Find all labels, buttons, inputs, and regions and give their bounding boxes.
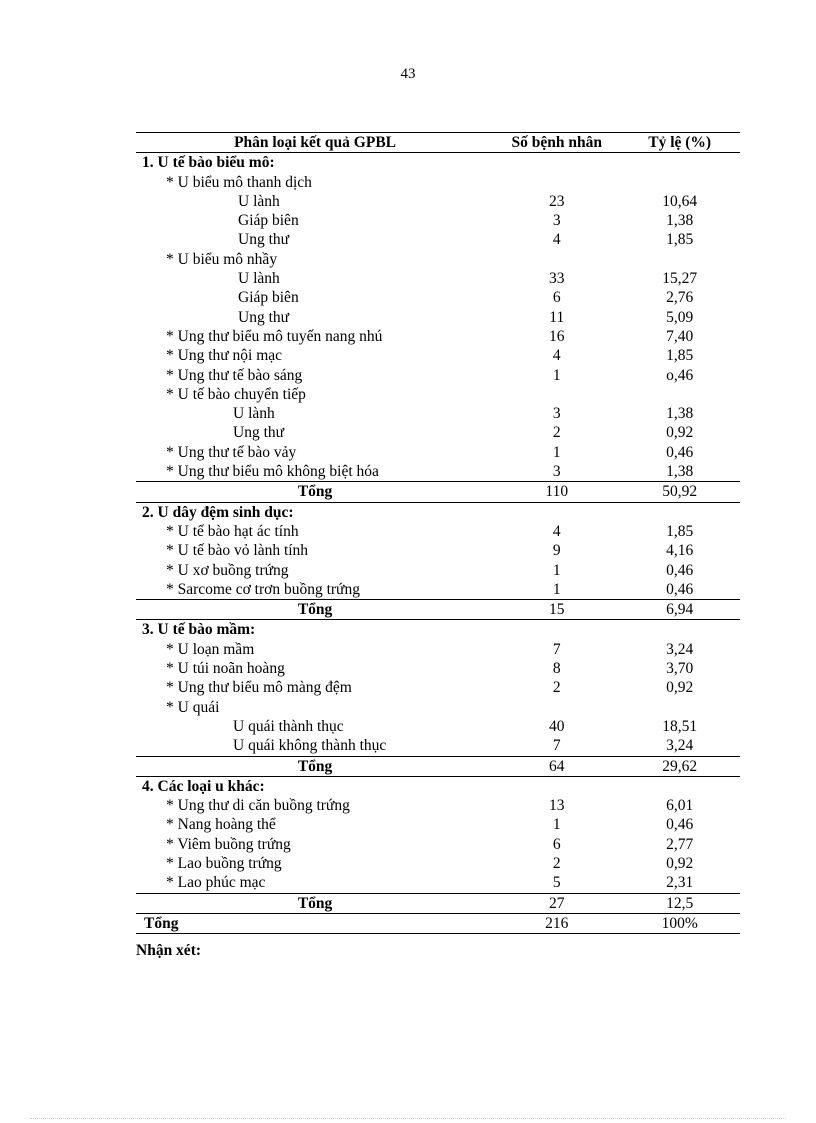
row-percentage: 1,38 <box>666 405 694 423</box>
row-label: * U biểu mô thanh dịch <box>166 173 312 191</box>
row-patient-count <box>494 620 619 640</box>
row-patient-count: 1 <box>552 366 561 384</box>
row-patient-count: 11 <box>549 308 565 326</box>
row-patient-count <box>494 502 619 522</box>
row-label: Tổng <box>136 600 494 620</box>
row-percentage: 3,70 <box>666 660 694 678</box>
row-label: Tổng <box>136 913 494 933</box>
row-patient-count: 4 <box>552 231 561 249</box>
remark-label: Nhận xét: <box>136 942 202 959</box>
row-percentage <box>619 502 740 522</box>
table-row <box>136 173 740 192</box>
row-patient-count <box>494 385 619 404</box>
row-label: 3. U tế bào mầm: <box>142 621 256 639</box>
row-label: Giáp biên <box>238 289 299 307</box>
header-percentage: Tỷ lệ (%) <box>619 133 740 153</box>
table-row <box>136 366 740 385</box>
table-row <box>136 502 740 522</box>
row-patient-count: 3 <box>552 405 561 423</box>
row-patient-count: 15 <box>494 600 619 620</box>
row-percentage <box>619 385 740 404</box>
row-percentage: 2,77 <box>666 835 694 853</box>
row-label: * Ung thư tế bào sáng <box>166 366 303 384</box>
row-patient-count: 1 <box>552 443 561 461</box>
row-percentage: 7,40 <box>666 327 694 345</box>
row-percentage: 2,31 <box>619 873 740 893</box>
row-percentage <box>619 153 740 173</box>
table-row <box>136 541 740 560</box>
table-row <box>136 600 740 620</box>
page-bottom-rule <box>30 1118 786 1119</box>
page-number: 43 <box>400 66 416 82</box>
table-row <box>136 482 740 502</box>
row-percentage: 10,64 <box>662 192 698 210</box>
row-patient-count: 5 <box>494 873 619 893</box>
row-patient-count: 64 <box>494 756 619 776</box>
row-label: Ung thư <box>233 424 285 442</box>
row-percentage: 1,85 <box>666 347 694 365</box>
row-label: U quái không thành thục <box>136 736 494 756</box>
row-label: * Ung thư nội mạc <box>166 347 283 365</box>
table-row <box>136 327 740 346</box>
row-label: * U quái <box>166 698 220 716</box>
row-label: Giáp biên <box>238 212 299 230</box>
row-label: * Ung thư tế bào vảy <box>166 443 297 461</box>
row-percentage <box>619 620 740 640</box>
row-label: * U tế bào vỏ lành tính <box>166 542 309 560</box>
row-patient-count: 216 <box>494 913 619 933</box>
row-label: Tổng <box>136 756 494 776</box>
row-percentage: 4,16 <box>666 542 694 560</box>
header-patient-count: Số bệnh nhân <box>494 133 619 153</box>
row-label: * Nang hoàng thể <box>166 816 276 834</box>
row-label: Ung thư <box>238 308 290 326</box>
table-row <box>136 776 740 796</box>
table-row <box>136 153 740 173</box>
row-label: * Ung thư biểu mô không biệt hóa <box>136 462 494 482</box>
row-label: * Ung thư biểu mô tuyến nang nhú <box>166 327 383 345</box>
row-label: Ung thư <box>238 231 290 249</box>
table-row <box>136 385 740 404</box>
table-row <box>136 913 740 933</box>
table-row <box>136 250 740 269</box>
row-patient-count: 2 <box>552 854 561 872</box>
row-label: U lành <box>233 405 275 423</box>
row-percentage: 50,92 <box>619 482 740 502</box>
row-patient-count: 40 <box>548 717 565 735</box>
row-label: Tổng <box>136 893 494 913</box>
row-patient-count: 7 <box>494 736 619 756</box>
row-patient-count: 2 <box>552 424 561 442</box>
table-row <box>136 678 740 697</box>
row-percentage: o,46 <box>666 366 694 384</box>
table-row <box>136 423 740 442</box>
row-percentage <box>619 173 740 192</box>
row-percentage: 0,92 <box>666 679 694 697</box>
header-classification: Phân loại kết quả GPBL <box>136 133 494 153</box>
row-percentage: 3,24 <box>619 736 740 756</box>
row-patient-count: 1 <box>552 816 561 834</box>
row-patient-count <box>494 173 619 192</box>
row-patient-count: 9 <box>552 542 561 560</box>
row-label: 1. U tế bào biểu mô: <box>142 154 275 172</box>
table-row <box>136 230 740 249</box>
row-percentage: 1,85 <box>666 522 694 540</box>
row-label: * U tế bào hạt ác tính <box>166 522 299 540</box>
row-label: U lành <box>238 270 280 288</box>
row-patient-count: 1 <box>494 580 619 600</box>
table-row <box>136 835 740 854</box>
row-label: 4. Các loại u khác: <box>142 777 265 795</box>
table-row <box>136 659 740 678</box>
row-percentage: 0,46 <box>666 443 694 461</box>
row-patient-count: 23 <box>548 192 565 210</box>
row-label: * U loạn mầm <box>166 640 255 658</box>
table-row <box>136 346 740 365</box>
row-percentage: 6,94 <box>619 600 740 620</box>
row-percentage: 5,09 <box>666 308 694 326</box>
row-percentage: 0,92 <box>666 424 694 442</box>
row-patient-count <box>494 698 619 717</box>
row-patient-count: 110 <box>494 482 619 502</box>
row-percentage: 0,46 <box>666 816 694 834</box>
row-percentage: 0,46 <box>619 580 740 600</box>
row-label: * Viêm buồng trứng <box>166 835 291 853</box>
row-patient-count: 8 <box>552 660 561 678</box>
table-row <box>136 640 740 659</box>
row-percentage <box>619 698 740 717</box>
table-row <box>136 211 740 230</box>
table-row <box>136 756 740 776</box>
row-percentage: 29,62 <box>619 756 740 776</box>
row-patient-count: 13 <box>548 797 565 815</box>
row-patient-count <box>494 250 619 269</box>
table-row <box>136 269 740 288</box>
table-row <box>136 698 740 717</box>
row-label: * U xơ buồng trứng <box>166 561 289 579</box>
row-percentage: 12,5 <box>619 893 740 913</box>
row-patient-count <box>494 153 619 173</box>
row-percentage: 1,38 <box>619 462 740 482</box>
row-percentage: 1,38 <box>666 212 694 230</box>
row-label: * Ung thư di căn buồng trứng <box>166 797 350 815</box>
row-patient-count: 16 <box>548 327 565 345</box>
table-row <box>136 288 740 307</box>
row-percentage: 15,27 <box>662 270 698 288</box>
row-label: Tổng <box>136 482 494 502</box>
row-label: * U tế bào chuyển tiếp <box>166 385 306 403</box>
row-label: * U túi noãn hoàng <box>166 660 285 678</box>
table-row <box>136 522 740 541</box>
row-percentage <box>619 776 740 796</box>
row-label: 2. U dây đệm sinh dục: <box>142 503 294 521</box>
row-patient-count: 33 <box>548 270 565 288</box>
table-row <box>136 815 740 834</box>
row-label: U lành <box>238 192 280 210</box>
table-row <box>136 443 740 462</box>
row-patient-count: 4 <box>552 522 561 540</box>
table-row <box>136 462 740 482</box>
table-row <box>136 873 740 893</box>
classification-table <box>136 132 740 934</box>
row-percentage: 0,46 <box>666 561 694 579</box>
row-patient-count: 27 <box>494 893 619 913</box>
row-percentage: 6,01 <box>666 797 694 815</box>
row-patient-count: 3 <box>552 212 561 230</box>
row-patient-count: 6 <box>552 289 561 307</box>
table-body <box>136 153 740 934</box>
row-percentage: 0,92 <box>666 854 694 872</box>
row-patient-count <box>494 776 619 796</box>
table-row <box>136 561 740 580</box>
row-label: * U biểu mô nhầy <box>166 250 278 268</box>
row-patient-count: 2 <box>552 679 561 697</box>
table-row <box>136 620 740 640</box>
row-percentage: 100% <box>619 913 740 933</box>
table-row <box>136 854 740 873</box>
row-patient-count: 1 <box>552 561 561 579</box>
table-row <box>136 404 740 423</box>
row-percentage: 1,85 <box>666 231 694 249</box>
row-percentage: 3,24 <box>666 640 694 658</box>
table-header-row <box>136 133 740 153</box>
row-patient-count: 3 <box>494 462 619 482</box>
row-label: U quái thành thục <box>233 717 344 735</box>
table-row <box>136 796 740 815</box>
table-row <box>136 893 740 913</box>
table-row <box>136 580 740 600</box>
row-label: * Lao buồng trứng <box>166 854 282 872</box>
row-percentage: 2,76 <box>666 289 694 307</box>
row-percentage <box>619 250 740 269</box>
table-row <box>136 192 740 211</box>
table-row <box>136 717 740 736</box>
row-patient-count: 7 <box>552 640 561 658</box>
row-percentage: 18,51 <box>662 717 698 735</box>
row-label: * Lao phúc mạc <box>136 873 494 893</box>
row-patient-count: 6 <box>552 835 561 853</box>
table-row <box>136 736 740 756</box>
row-label: * Sarcome cơ trơn buồng trứng <box>136 580 494 600</box>
row-patient-count: 4 <box>552 347 561 365</box>
row-label: * Ung thư biểu mô màng đệm <box>166 679 352 697</box>
table-row <box>136 308 740 327</box>
